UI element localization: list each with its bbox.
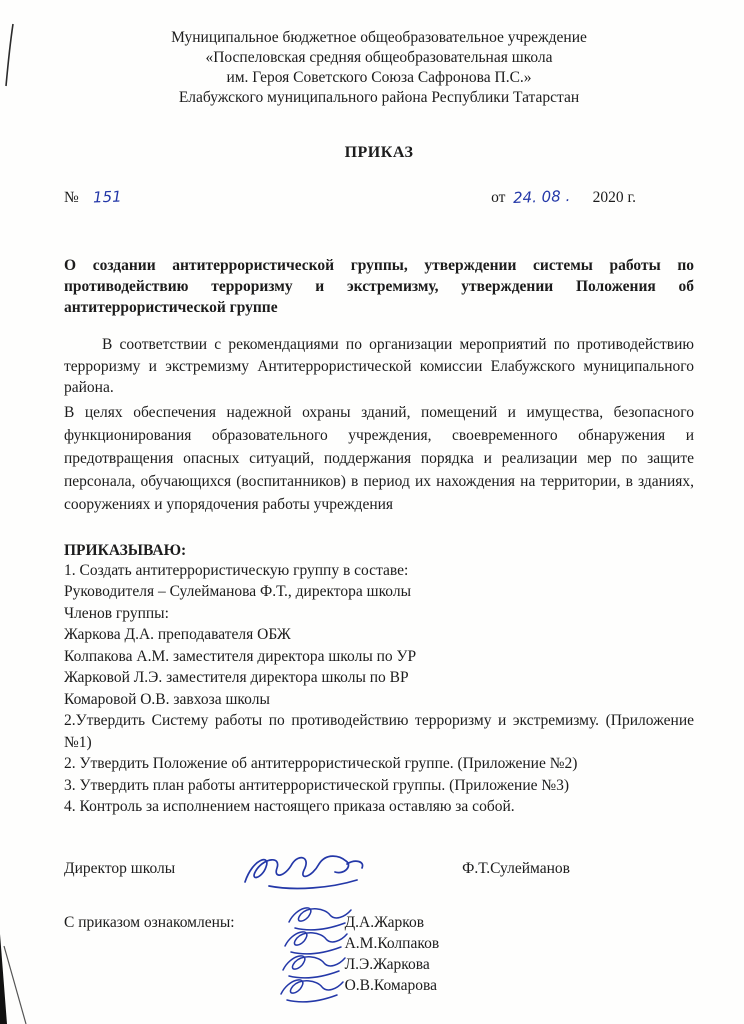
document-title: ПРИКАЗ: [344, 144, 414, 161]
order-item: 4. Контроль за исполнением настоящего приказа оставляю за собой.: [64, 798, 515, 815]
director-name: Ф.Т.Сулейманов: [462, 859, 570, 877]
pen-mark-top-left: [0, 20, 30, 90]
organization-header-line: «Поспеловская средняя общеобразовательная школа: [205, 49, 553, 66]
order-item: Членов группы:: [64, 604, 169, 622]
organization-header: [76, 28, 682, 108]
acknowledged-names: [345, 912, 440, 996]
number-date-row: [64, 188, 694, 207]
order-item: Жаркова Д.А. преподавателя ОБЖ: [64, 626, 291, 643]
order-item: Руководителя – Сулейманова Ф.Т., директора школы: [64, 583, 412, 600]
acknowledged-name: Л.Э.Жаркова: [344, 955, 430, 973]
date-year: 2020 г.: [592, 189, 636, 206]
order-number-label: №: [64, 189, 79, 206]
body-paragraph: В целях обеспечения надежной охраны зданий, помещений и имущества, безопасного функционирования образовательного учреждения, своевременного обнаружения и предотвращения опасных ситуаций, поддержания порядка и реализации мер по защите персонала, обучающихся (воспитанников) в период их нахождения на территории, в зданиях, сооружениях и упорядочения работы учреждения: [64, 403, 694, 513]
order-item: Комаровой О.В. завхоза школы: [64, 690, 270, 708]
order-number-handwritten: 151: [92, 187, 122, 207]
director-signature-row: [64, 848, 694, 890]
acknowledgement-block: [64, 912, 694, 996]
date-prefix: от: [491, 189, 506, 206]
acknowledged-label: С приказом ознакомлены:: [64, 913, 235, 931]
date-handwritten: 24. 08 .: [513, 187, 571, 207]
director-signature-icon: [230, 850, 410, 896]
acknowledged-name: Д.А.Жарков: [344, 913, 425, 931]
body-paragraph: В соответствии с рекомендациями по организации мероприятий по противодействию терроризму и экстремизму Антитеррористической комиссии Елабужского муниципального района.: [64, 336, 694, 396]
order-item: 3. Утвердить план работы антитеррористической группы. (Приложение №3): [64, 776, 570, 794]
order-item: Колпакова А.М. заместителя директора школы по УР: [64, 647, 417, 665]
acknowledged-name: О.В.Комарова: [344, 976, 437, 994]
organization-header-line: Елабужского муниципального района Республики Татарстан: [178, 89, 580, 106]
order-items: [64, 560, 694, 818]
order-heading: ПРИКАЗЫВАЮ:: [64, 541, 187, 559]
acknowledged-name: А.М.Колпаков: [344, 934, 440, 952]
order-item: 1. Создать антитеррористическую группу в составе:: [64, 561, 409, 579]
order-item: Жарковой Л.Э. заместителя директора школы по ВР: [64, 669, 409, 686]
acknowledgement-signatures-icon: [267, 902, 357, 1007]
director-label: Директор школы: [64, 859, 176, 877]
organization-header-line: Муниципальное бюджетное общеобразовательное учреждение: [171, 29, 587, 46]
order-item: 2.Утвердить Систему работы по противодействию терроризму и экстремизму. (Приложение №1): [64, 712, 694, 751]
order-item: 2. Утвердить Положение об антитеррористической группе. (Приложение №2): [64, 755, 578, 772]
scan-edge-shadow-bottom-left: [0, 934, 40, 1024]
order-subject: О создании антитеррористической группы, утверждении системы работы по противодействию терроризму и экстремизму, утверждении Положения об антитеррористической группе: [64, 257, 694, 316]
organization-header-line: им. Героя Советского Союза Сафронова П.С.»: [226, 69, 532, 86]
